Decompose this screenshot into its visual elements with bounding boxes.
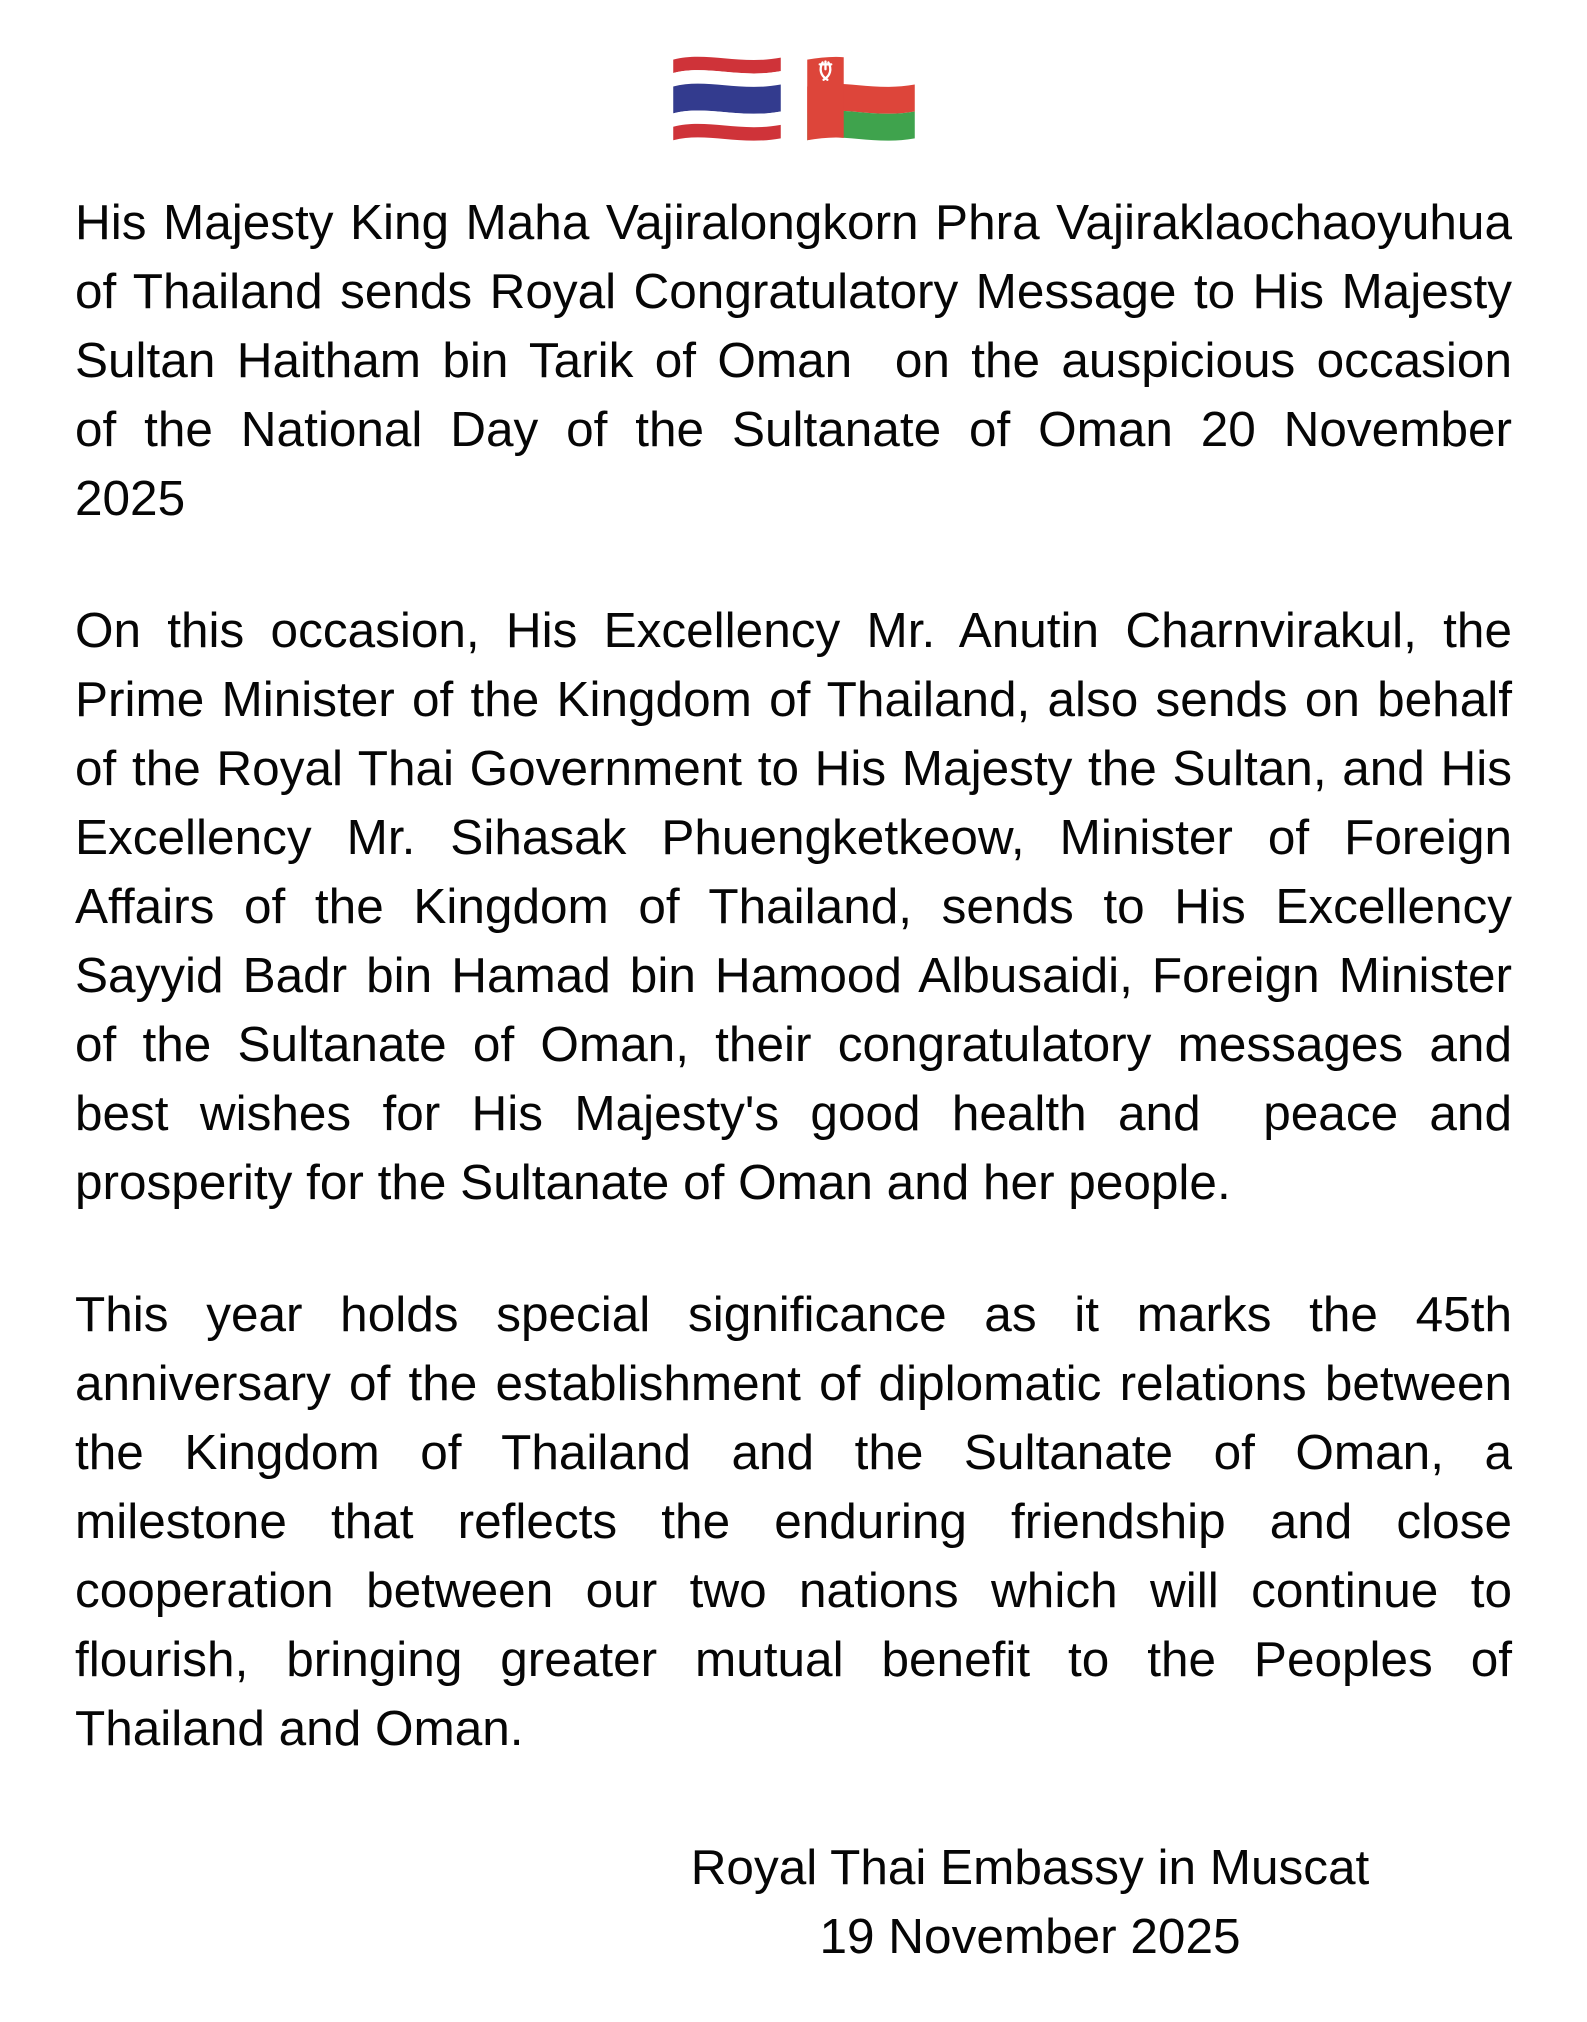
text-line: Affairs of the Kingdom of Thailand, sends to His Excellency (75, 879, 1512, 934)
closing-signature: Royal Thai Embassy in Muscat (690, 1840, 1370, 1895)
text-line: best wishes for His Majesty's good health and peace and (75, 1086, 1512, 1141)
text-line: flourish, bringing greater mutual benefit to the Peoples of (75, 1632, 1512, 1687)
text-line: cooperation between our two nations which will continue to (75, 1563, 1512, 1618)
text-line: Excellency Mr. Sihasak Phuengketkeow, Minister of Foreign (75, 810, 1512, 865)
text-line: On this occasion, His Excellency Mr. Anutin Charnvirakul, the (75, 603, 1512, 658)
text-line: Prime Minister of the Kingdom of Thailand, also sends on behalf (75, 672, 1512, 727)
oman-flag-icon (800, 50, 922, 146)
paragraph-royal-message (75, 188, 1512, 533)
flags-header (75, 50, 1512, 146)
text-line: the Kingdom of Thailand and the Sultanate of Oman, a (75, 1425, 1512, 1480)
text-line: prosperity for the Sultanate of Oman and her people. (75, 1155, 1231, 1210)
text-line: anniversary of the establishment of diplomatic relations between (75, 1356, 1512, 1411)
paragraph-government-message (75, 596, 1512, 1217)
closing-block (480, 1833, 1580, 1971)
text-line: Sayyid Badr bin Hamad bin Hamood Albusaidi, Foreign Minister (75, 948, 1512, 1003)
thailand-flag-icon (666, 50, 788, 146)
message-body (75, 188, 1512, 1763)
text-line: Sultan Haitham bin Tarik of Oman on the auspicious occasion (75, 333, 1512, 388)
text-line: 2025 (75, 471, 186, 526)
text-line: of the National Day of the Sultanate of Oman 20 November (75, 402, 1512, 457)
text-line: This year holds special significance as it marks the 45th (75, 1287, 1512, 1342)
text-line: His Majesty King Maha Vajiralongkorn Phra Vajiraklaochaoyuhua (75, 195, 1512, 250)
text-line: Thailand and Oman. (75, 1701, 524, 1756)
closing-date: 19 November 2025 (819, 1909, 1241, 1964)
paragraph-anniversary (75, 1280, 1512, 1763)
text-line: of Thailand sends Royal Congratulatory Message to His Majesty (75, 264, 1512, 319)
thai-stripe-blue (673, 84, 781, 114)
text-line: milestone that reflects the enduring friendship and close (75, 1494, 1512, 1549)
text-line: of the Royal Thai Government to His Majesty the Sultan, and His (75, 741, 1512, 796)
text-line: of the Sultanate of Oman, their congratulatory messages and (75, 1017, 1512, 1072)
